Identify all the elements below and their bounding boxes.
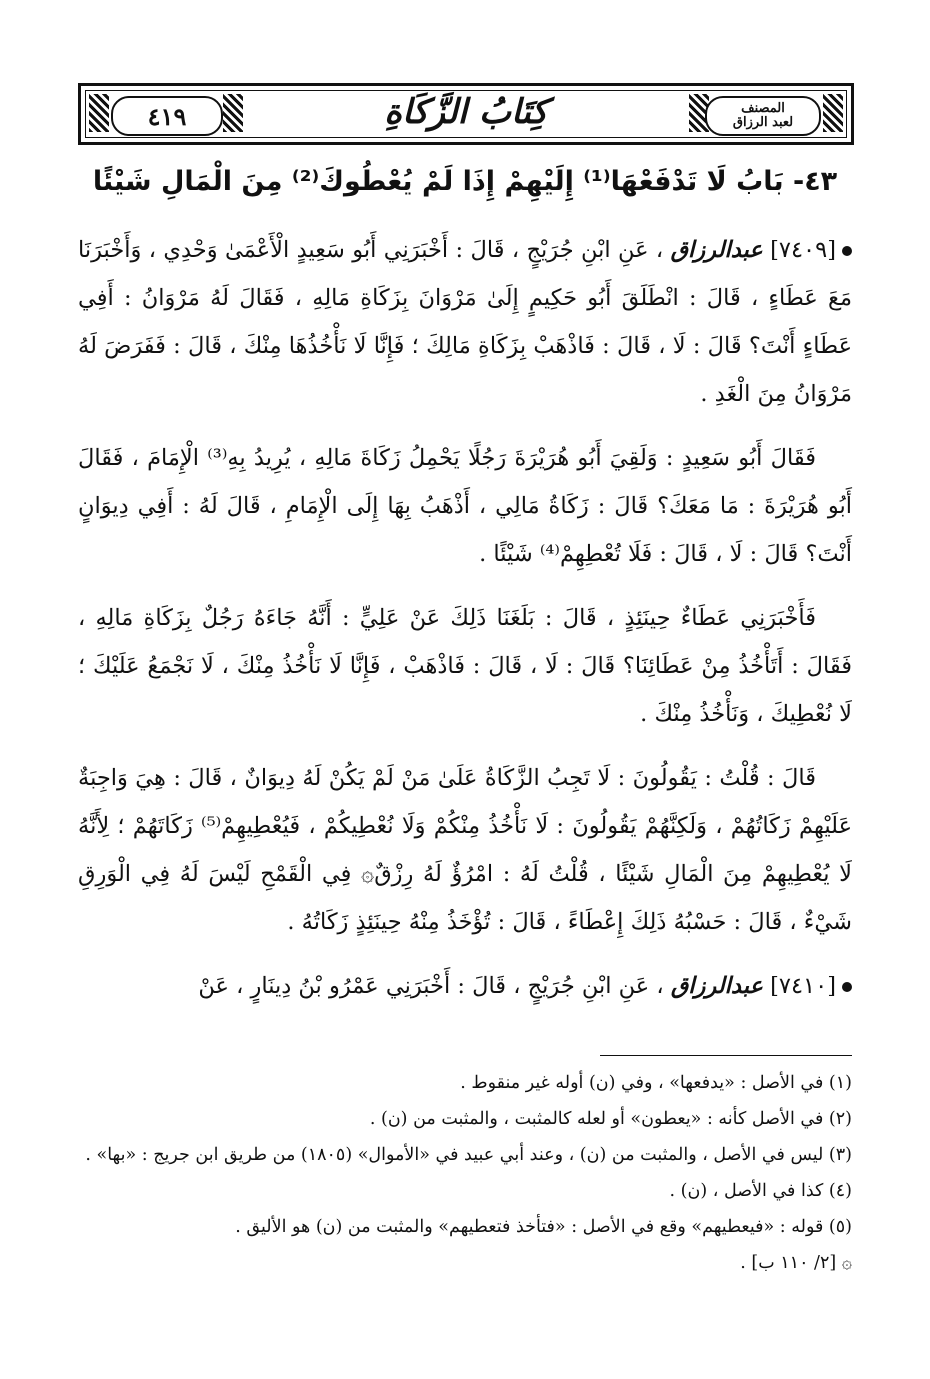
- bullet-icon: [842, 246, 852, 256]
- footnotes: [78, 1068, 852, 1284]
- page-header-banner: [78, 83, 854, 145]
- chapter-title: ٤٣- بَابُ لَا تَدْفَعْهَا⁽¹⁾ إِلَيْهِمْ إِذَا لَمْ يُعْطُوكَ⁽²⁾ مِنَ الْمَالِ شَيْئًا: [92, 166, 838, 197]
- bullet-icon: [842, 982, 852, 992]
- book-title: كِتَابُ الزَّكَاةِ: [384, 92, 548, 132]
- hadith-paragraph: [78, 226, 852, 418]
- paragraph: [78, 594, 852, 738]
- source-name: عبدالرزاق: [670, 973, 763, 999]
- paragraph-text: قَالَ : قُلْتُ : يَقُولُونَ : لَا تَجِبُ الزَّكَاةُ عَلَىٰ مَنْ لَمْ يَكُنْ لَهُ دِيوَانٌ ، قَالَ : هِيَ وَاجِبَةٌ عَلَيْهِمْ زَكَاتُهُمْ ، وَلَكِنَّهُمْ يَقُولُونَ : لَا نَأْخُذُ مِنْكُمْ وَلَا نُعْطِيكُمْ ، فَيُعْطِيهِمْ⁽⁵⁾ زَكَاتَهُمْ ؛ لِأَنَّهُ لَا يُعْطِيهِمْ مِنَ الْمَالِ شَيْئًا ، قُلْتُ لَهُ : امْرُؤٌ لَهُ رِزْقٌ۞ فِي الْقَمْحِ لَيْسَ لَهُ فِي الْوَرِقِ شَيْءٌ ، قَالَ : حَسْبُهُ ذَلِكَ إِعْطَاءً ، قَالَ : تُؤْخَذُ مِنْهُ حِينَئِذٍ زَكَاتُهُ .: [78, 765, 852, 935]
- ornament-left: [89, 94, 109, 132]
- paragraph-text: فَأَخْبَرَنِي عَطَاءٌ حِينَئِذٍ ، قَالَ : بَلَغَنَا ذَلِكَ عَنْ عَلِيٍّ : أَنَّهُ جَاءَهُ رَجُلٌ بِزَكَاةِ مَالِهِ ، فَقَالَ : أَتَأْخُذُ مِنْ عَطَائِنَا؟ قَالَ : لَا ، قَالَ : فَاذْهَبْ ، فَإِنَّا لَا نَأْخُذُ مِنْكَ ، لَا نَجْمَعُ عَلَيْكَ ؛ لَا نُعْطِيكَ ، وَنَأْخُذُ مِنْكَ .: [78, 605, 852, 727]
- ornament-left-inner: [223, 94, 243, 132]
- hadith-number: [٧٤٠٩]: [770, 237, 837, 263]
- logo-line-1: المصنف: [741, 101, 785, 116]
- paragraph: [78, 434, 852, 578]
- paragraph-text: فَقَالَ أَبُو سَعِيدٍ : وَلَقِيَ أَبُو هُرَيْرَةَ رَجُلًا يَحْمِلُ زَكَاةَ مَالِهِ ، يُرِيدُ بِهِ⁽³⁾ الْإِمَامَ ، فَقَالَ أَبُو هُرَيْرَةَ : مَا مَعَكَ؟ قَالَ : زَكَاةُ مَالِي ، أَذْهَبُ بِهَا إِلَى الْإِمَامِ ، قَالَ لَهُ : أَفِي دِيوَانٍ أَنْتَ؟ قَالَ : لَا ، قَالَ : فَلَا تُعْطِهِمْ⁽⁴⁾ شَيْئًا .: [78, 445, 852, 567]
- footnote-divider: [600, 1055, 852, 1056]
- ornament-right: [823, 94, 843, 132]
- footnote: (٤) كذا في الأصل ، (ن) .: [669, 1181, 852, 1201]
- footnote: (٥) قوله : «فيعطيهم» وقع في الأصل : «فتأخذ فتعطيهم» والمثبت من (ن) هو الأليق .: [235, 1217, 852, 1237]
- page-number: ٤١٩: [111, 96, 223, 136]
- logo-line-2: لعبد الرزاق: [732, 115, 794, 130]
- paragraph: [78, 754, 852, 946]
- paragraph-text: ، عَنِ ابْنِ جُرَيْجٍ ، قَالَ : أَخْبَرَنِي عَمْرُو بْنُ دِينَارٍ ، عَنْ: [198, 973, 664, 999]
- source-name: عبدالرزاق: [670, 237, 763, 263]
- footnote: (٣) ليس في الأصل ، والمثبت من (ن) ، وعند أبي عبيد في «الأموال» (١٨٠٥) من طريق ابن جريج : «بها» .: [85, 1145, 852, 1165]
- hadith-number: [٧٤١٠]: [770, 973, 836, 999]
- footnote: (١) في الأصل : «يدفعها» ، وفي (ن) أوله غير منقوط .: [460, 1073, 852, 1093]
- paragraph-text: ، عَنِ ابْنِ جُرَيْجٍ ، قَالَ : أَخْبَرَنِي أَبُو سَعِيدٍ الْأَعْمَىٰ وَحْدِي ، وَأَخْبَرَنَا مَعَ عَطَاءٍ ، قَالَ : انْطَلَقَ أَبُو حَكِيمٍ إِلَىٰ مَرْوَانَ بِزَكَاةِ مَالِهِ ، فَقَالَ لَهُ مَرْوَانُ : أَفِي عَطَاءٍ أَنْتَ؟ قَالَ : لَا ، قَالَ : فَاذْهَبْ بِزَكَاةِ مَالِكَ ؛ فَإِنَّا لَا نَأْخُذُهَا مِنْكَ ، قَالَ : فَفَرَضَ لَهُ مَرْوَانُ مِنَ الْغَدِ .: [78, 237, 852, 407]
- manuscript-reference: ۞ [٢/ ١١٠ ب] .: [740, 1253, 852, 1273]
- publisher-logo: [705, 96, 821, 136]
- footnote: (٢) في الأصل كأنه : «يعطون» أو لعله كالمثبت ، والمثبت من (ن) .: [369, 1109, 852, 1129]
- body-text: [78, 226, 852, 1026]
- hadith-paragraph: [78, 962, 852, 1010]
